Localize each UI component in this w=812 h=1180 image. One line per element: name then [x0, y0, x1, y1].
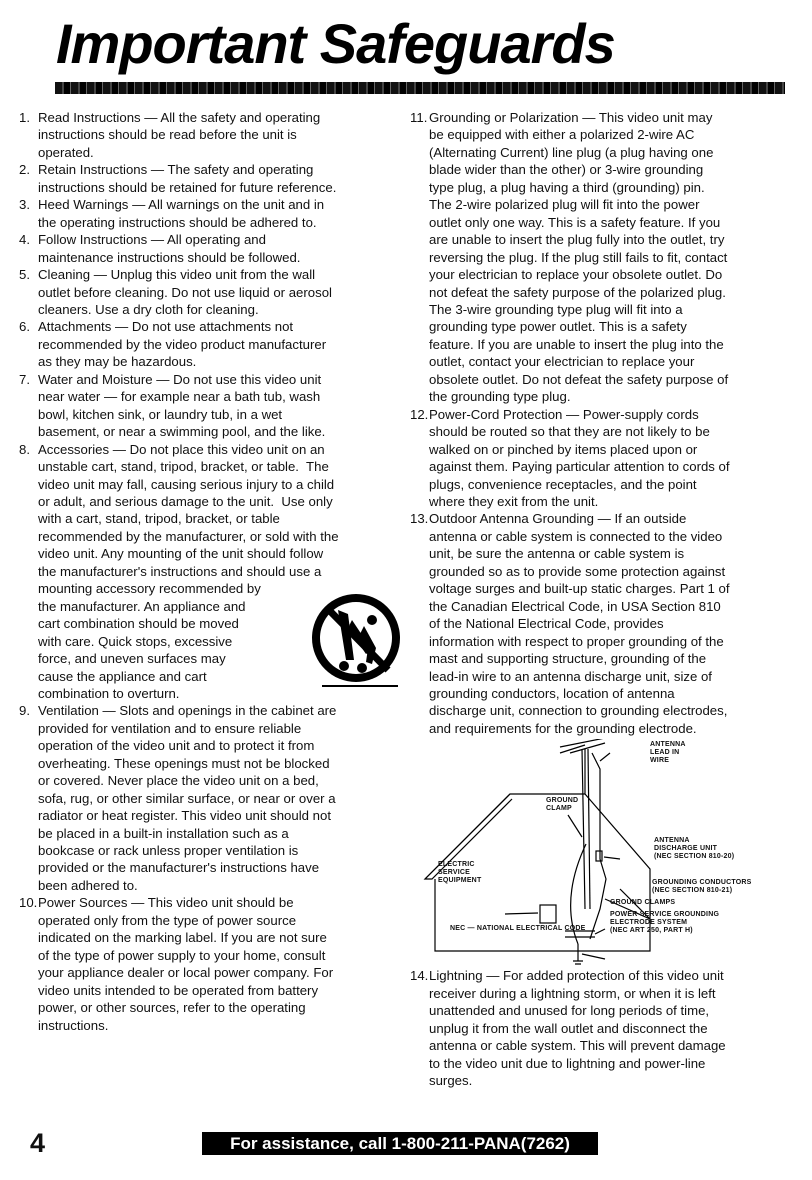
item-text-line: cleaners. Use a dry cloth for cleaning.	[38, 301, 259, 317]
item-text-line: instructions should be retained for future reference.	[38, 179, 337, 195]
safeguard-item	[410, 967, 795, 1089]
item-text-line: Lightning — For added protection of this video unit	[429, 968, 724, 984]
item-text-line: walked on or pinched by items placed upon or	[429, 441, 698, 457]
item-text-line: Follow Instructions — All operating and	[38, 232, 266, 248]
antenna-grounding-diagram	[410, 739, 795, 967]
item-number: 1.	[19, 110, 30, 125]
item-text-line: been adhered to.	[38, 877, 138, 893]
item-text-line: the Canadian Electrical Code, in USA Section 810	[429, 598, 721, 614]
item-text-line: be placed in a built-in installation such as a	[38, 825, 289, 841]
item-text-line: should be routed so that they are not likely to be	[429, 424, 710, 440]
safeguard-item	[410, 109, 795, 406]
item-text-line: or adult, and serious damage to the unit. Use only	[38, 493, 333, 509]
item-text-line: recommended by the manufacturer, or sold with the	[38, 528, 339, 544]
item-text-line: bookcase or rack unless proper ventilation is	[38, 843, 299, 859]
item-text-line: outlet only one way. This is a safety feature. If you	[429, 214, 721, 230]
item-text-line: video units intended to be operated from battery	[38, 982, 319, 998]
item-text-line: the manufacturer. An appliance and	[38, 598, 246, 614]
safeguard-item	[410, 510, 795, 737]
item-text-line: provided for ventilation and to ensure reliable	[38, 720, 302, 736]
label-discharge-unit: ANTENNA DISCHARGE UNIT (NEC SECTION 810-20)	[654, 837, 735, 861]
item-text-line: type plug, a plug having a third (grounding) pin.	[429, 179, 705, 195]
item-text-line: outlet, contact your electrician to replace your	[429, 354, 695, 370]
item-text-line: unplug it from the wall outlet and disconnect the	[429, 1020, 708, 1036]
safeguard-item	[410, 406, 795, 511]
safeguard-item	[19, 266, 404, 318]
page-number: 4	[30, 1128, 46, 1158]
label-ground-clamps: GROUND CLAMPS	[610, 899, 676, 907]
item-text-line: basement, or near a swimming pool, and the like.	[38, 424, 326, 440]
item-text-line: the operating instructions should be adhered to.	[38, 214, 317, 230]
item-text-line: with a cart, stand, tripod, bracket, or table	[38, 511, 280, 527]
item-number: 12.	[410, 406, 429, 422]
item-text-line: radiator or heat register. This video unit should not	[38, 808, 331, 824]
item-number: 14.	[410, 968, 429, 984]
label-electric-service: ELECTRIC SERVICE EQUIPMENT	[438, 861, 482, 885]
item-text-line: Heed Warnings — All warnings on the unit and in	[38, 197, 325, 213]
item-text-line: of the National Electrical Code, provides	[429, 616, 664, 632]
item-text-line: with care. Quick stops, excessive	[38, 633, 233, 649]
label-grounding-conductors: GROUNDING CONDUCTORS (NEC SECTION 810-21)	[652, 879, 752, 895]
item-text-line: overheating. These openings must not be blocked	[38, 755, 330, 771]
item-text-line: video unit may fall, causing serious injury to a child	[38, 476, 335, 492]
label-antenna-lead: ANTENNA LEAD IN WIRE	[650, 741, 686, 765]
item-number: 8.	[19, 441, 30, 457]
item-text-line: information with respect to proper grounding of the	[429, 633, 724, 649]
item-text-line: instructions should be read before the unit is	[38, 127, 297, 143]
item-text-line: blade wider than the other) or 3-wire grounding	[429, 162, 704, 178]
item-text-line: lead-in wire to an antenna discharge unit, size of	[429, 668, 712, 684]
item-text-line: The 3-wire grounding type plug will fit into a	[429, 301, 683, 317]
item-text-line: outlet before cleaning. Do not use liquid or aerosol	[38, 284, 332, 300]
item-text-line: combination to overturn.	[38, 685, 180, 701]
item-text-line: be equipped with either a polarized 2-wire AC	[429, 127, 695, 143]
item-text-line: near water — for example near a bath tub, wash	[38, 389, 321, 405]
right-column	[410, 109, 795, 1089]
item-text-line: of the type of power supply to your home, consult	[38, 947, 326, 963]
item-text-line: the grounding type plug.	[429, 389, 571, 405]
item-number: 6.	[19, 319, 30, 335]
item-text-line: to the video unit due to lightning and power-line	[429, 1055, 706, 1071]
page-title: Important Safeguards	[56, 12, 615, 75]
item-text-line: Cleaning — Unplug this video unit from the wall	[38, 267, 316, 283]
item-text-line: Ventilation — Slots and openings in the cabinet are	[38, 703, 337, 719]
item-text-line: Read Instructions — All the safety and operating	[38, 110, 321, 125]
item-text-line: maintenance instructions should be followed.	[38, 249, 301, 265]
item-text-line: surges.	[429, 1073, 473, 1089]
item-text-line: grounding conductors, location of antenna	[429, 685, 675, 701]
item-number: 5.	[19, 267, 30, 283]
item-text-line: Attachments — Do not use attachments not	[38, 319, 294, 335]
item-text-line: grounding type power outlet. This is a safety	[429, 319, 687, 335]
item-text-line: provided or the manufacturer's instructions have	[38, 860, 320, 876]
item-text-line: unattended and unused for long periods of time,	[429, 1003, 710, 1019]
cart-warning-symbol	[302, 590, 410, 695]
item-number: 10.	[19, 895, 38, 911]
item-text-line: Power Sources — This video unit should be	[38, 895, 294, 911]
item-text-line: antenna or cable system. This will prevent damage	[429, 1038, 726, 1054]
left-column	[19, 109, 404, 1034]
item-number: 13.	[410, 511, 429, 527]
item-text-line: sofa, rug, or other similar surface, or near or over a	[38, 790, 336, 806]
item-text-line: as they may be hazardous.	[38, 354, 197, 370]
item-text-line: antenna or cable system is connected to the video	[429, 528, 723, 544]
item-text-line: Retain Instructions — The safety and operating	[38, 162, 314, 178]
item-text-line: bowl, kitchen sink, or laundry tub, in a wet	[38, 406, 283, 422]
label-power-service: POWER SERVICE GROUNDING ELECTRODE SYSTEM (NEC ART 250, PART H)	[610, 911, 720, 935]
item-number: 11.	[410, 110, 428, 125]
item-text-line: voltage surges and built-up static charges. Part 1 of	[429, 581, 730, 597]
item-text-line: are unable to insert the plug fully into the outlet, try	[429, 232, 725, 248]
item-text-line: reversing the plug. If the plug still fails to fit, contact	[429, 249, 728, 265]
item-text-line: (Alternating Current) line plug (a plug having one	[429, 144, 714, 160]
assistance-banner: For assistance, call 1-800-211-PANA(7262)	[202, 1132, 598, 1155]
item-text-line: not defeat the safety purpose of the polarized plug.	[429, 284, 726, 300]
item-text-line: Power-Cord Protection — Power-supply cords	[429, 406, 699, 422]
safeguard-item	[19, 161, 404, 196]
safeguard-item	[19, 894, 404, 1034]
item-text-line: or covered. Never place the video unit on a bed,	[38, 773, 319, 789]
item-text-line: where they exit from the unit.	[429, 493, 599, 509]
safeguard-item	[19, 196, 404, 231]
item-text-line: video unit. Any mounting of the unit should follow	[38, 546, 324, 562]
item-text-line: cart combination should be moved	[38, 616, 239, 632]
item-text-line: instructions.	[38, 1017, 109, 1033]
safeguard-item	[19, 371, 404, 441]
item-text-line: your appliance dealer or local power company. For	[38, 965, 334, 981]
item-text-line: mounting accessory recommended by	[38, 581, 261, 597]
item-number: 2.	[19, 162, 30, 178]
item-text-line: against them. Paying particular attention to cords of	[429, 459, 730, 475]
label-nec: NEC — NATIONAL ELECTRICAL CODE	[450, 925, 586, 933]
item-number: 7.	[19, 371, 30, 387]
item-text-line: Water and Moisture — Do not use this video unit	[38, 371, 322, 387]
item-number: 3.	[19, 197, 30, 213]
item-text-line: force, and uneven surfaces may	[38, 651, 226, 667]
item-text-line: indicated on the marking label. If you are not sure	[38, 930, 327, 946]
item-text-line: unit, be sure the antenna or cable system is	[429, 546, 685, 562]
item-text-line: power, or other sources, refer to the operating	[38, 1000, 306, 1016]
item-text-line: The 2-wire polarized plug will fit into the power	[429, 197, 700, 213]
item-number: 9.	[19, 703, 30, 719]
item-text-line: and requirements for the grounding electrode.	[429, 720, 697, 736]
item-text-line: cause the appliance and cart	[38, 668, 207, 684]
item-text-line: Outdoor Antenna Grounding — If an outside	[429, 511, 687, 527]
item-text-line: mast and supporting structure, grounding of the	[429, 651, 707, 667]
title-rule	[55, 82, 785, 94]
item-text-line: operation of the video unit and to protect it from	[38, 738, 315, 754]
item-text-line: recommended by the video product manufacturer	[38, 336, 327, 352]
safeguard-item	[19, 231, 404, 266]
item-text-line: the manufacturer's instructions and should use a	[38, 563, 322, 579]
item-text-line: receiver during a lightning storm, or when it is left	[429, 985, 716, 1001]
safeguard-item	[19, 318, 404, 370]
item-text-line: unstable cart, stand, tripod, bracket, or table. The	[38, 459, 329, 475]
item-text-line: Grounding or Polarization — This video unit may	[429, 110, 713, 125]
item-text-line: feature. If you are unable to insert the plug into the	[429, 336, 724, 352]
item-text-line: operated.	[38, 144, 94, 160]
safeguard-item	[19, 109, 404, 161]
safeguard-item	[19, 702, 404, 894]
item-text-line: plugs, convenience receptacles, and the point	[429, 476, 697, 492]
item-text-line: obsolete outlet. Do not defeat the safety purpose of	[429, 371, 729, 387]
item-text-line: grounded so as to provide some protection against	[429, 563, 726, 579]
label-ground-clamp: GROUND CLAMP	[546, 797, 579, 813]
item-text-line: operated only from the type of power source	[38, 912, 297, 928]
item-text-line: your electrician to replace your obsolete outlet. Do	[429, 267, 723, 283]
item-number: 4.	[19, 232, 30, 248]
item-text-line: Accessories — Do not place this video unit on an	[38, 441, 325, 457]
item-text-line: discharge unit, connection to grounding electrodes,	[429, 703, 728, 719]
